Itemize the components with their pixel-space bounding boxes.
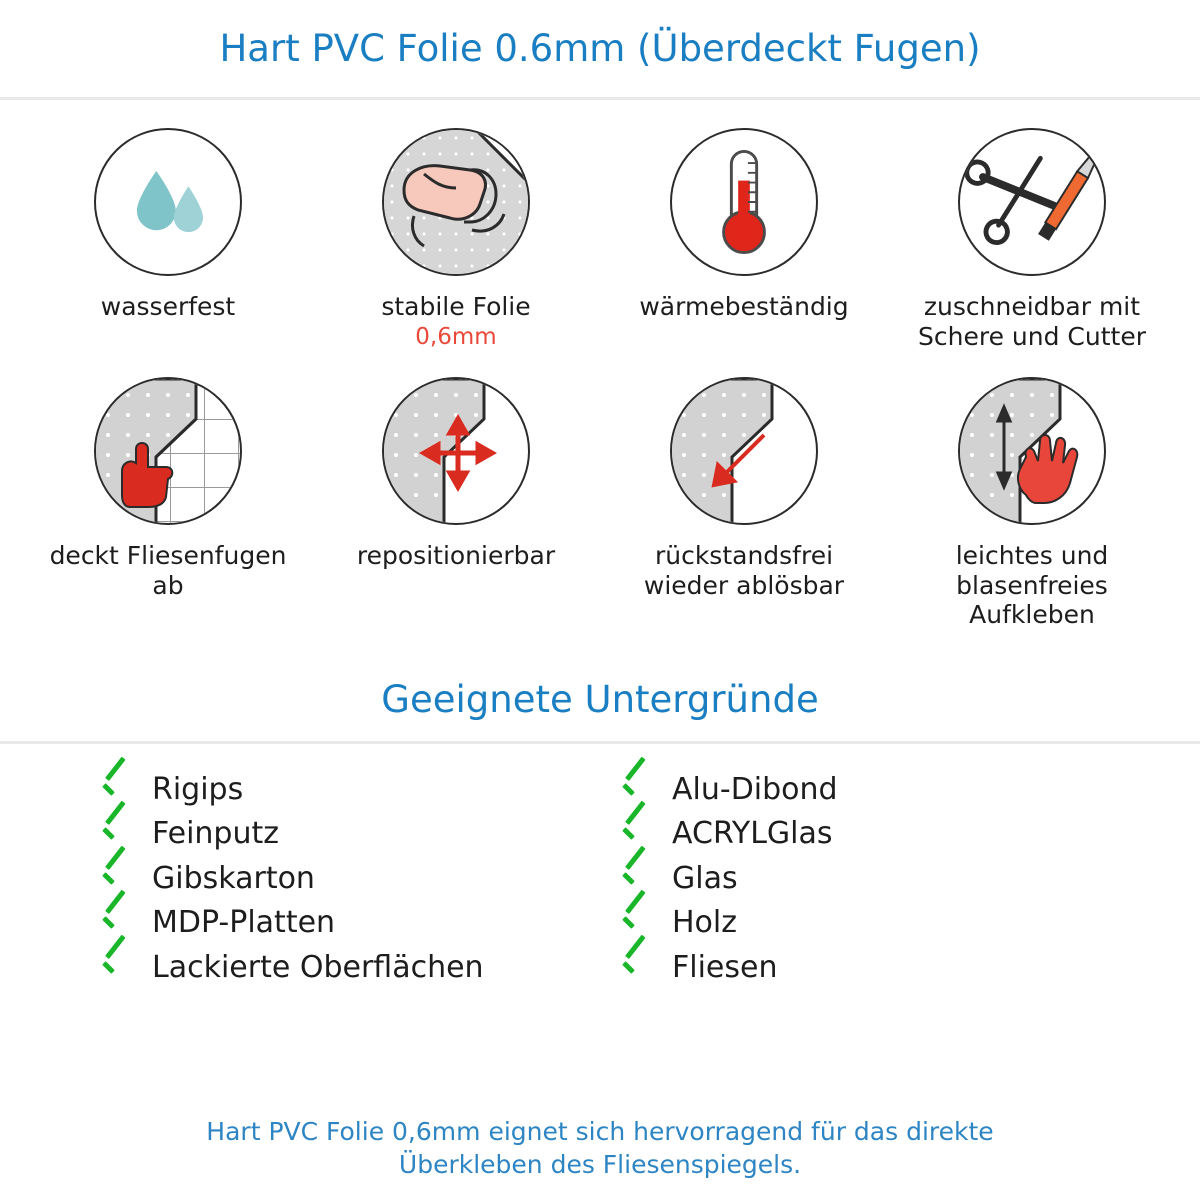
feature-label: repositionierbar	[356, 541, 556, 570]
check-icon	[100, 819, 134, 849]
feature-caption	[609, 541, 879, 600]
list-item	[100, 903, 610, 944]
substrate-label: Holz	[672, 905, 737, 940]
scissors-cutter-icon	[958, 128, 1106, 276]
hand-smoothing-icon	[958, 377, 1106, 525]
feature-label: rückstandsfrei wieder ablösbar	[643, 541, 845, 600]
feature-label: wärmebeständig	[639, 292, 849, 321]
list-item	[620, 859, 1130, 900]
water-drops-svg	[96, 128, 240, 276]
substrates-list	[0, 744, 1200, 989]
feature-rueckstandsfrei	[600, 377, 888, 630]
list-item	[100, 770, 610, 811]
feature-caption	[357, 541, 555, 571]
check-icon	[100, 864, 134, 894]
feature-label: wasserfest	[100, 292, 236, 321]
film-corner-svg	[384, 130, 530, 276]
film-overlay-svg	[384, 379, 530, 525]
substrates-header	[0, 658, 1200, 744]
substrate-label: Fliesen	[672, 949, 778, 985]
substrates-title: Geeignete Untergründe	[381, 677, 819, 721]
thermometer-icon	[670, 128, 818, 276]
reposition-arrows-icon	[382, 377, 530, 525]
footer-note	[0, 1115, 1200, 1183]
peel-off-arrow-icon	[670, 377, 818, 525]
list-item	[620, 948, 1130, 989]
check-icon	[620, 908, 654, 938]
feature-label: zuschneidbar mit Schere und Cutter	[918, 292, 1146, 351]
feature-caption	[897, 541, 1167, 630]
feature-fliesenfugen	[24, 377, 312, 630]
check-icon	[620, 953, 654, 983]
feature-stabile-folie	[312, 128, 600, 351]
feature-repositionierbar	[312, 377, 600, 630]
film-overlay-svg	[960, 379, 1106, 525]
feature-aufkleben	[888, 377, 1176, 630]
list-item	[620, 903, 1130, 944]
thumbs-up-tile-grout-icon	[94, 377, 242, 525]
substrate-label: Lackierte Oberflächen	[152, 949, 484, 985]
substrate-label: MDP-Platten	[152, 905, 336, 940]
feature-caption	[33, 541, 303, 600]
feature-caption	[897, 292, 1167, 351]
film-overlay-svg	[672, 379, 818, 525]
page-title: Hart PVC Folie 0.6mm (Überdeckt Fugen)	[219, 27, 981, 70]
list-item	[620, 814, 1130, 855]
check-icon	[620, 864, 654, 894]
check-icon	[100, 908, 134, 938]
film-overlay-svg	[96, 379, 242, 525]
list-item	[100, 814, 610, 855]
check-icon	[620, 819, 654, 849]
check-icon	[100, 775, 134, 805]
features-grid	[0, 100, 1200, 630]
check-icon	[620, 775, 654, 805]
feature-sublabel: 0,6mm	[415, 323, 497, 350]
substrate-label: Rigips	[152, 771, 244, 807]
feature-label: leichtes und blasenfreies Aufkleben	[955, 541, 1109, 629]
footer-line-1: Hart PVC Folie 0,6mm eignet sich hervorragend für das direkte	[206, 1116, 994, 1146]
thermometer-svg	[672, 128, 816, 276]
substrate-label: Gibskarton	[152, 860, 315, 896]
feature-label: deckt Fliesenfugen ab	[49, 541, 287, 600]
substrate-label: Alu-Dibond	[672, 771, 838, 807]
substrate-label: ACRYLGlas	[672, 816, 833, 851]
substrate-label: Glas	[672, 860, 738, 896]
feature-wasserfest	[24, 128, 312, 351]
scissors-cutter-svg	[960, 128, 1104, 276]
page-header	[0, 0, 1200, 100]
strong-arm-film-icon	[382, 128, 530, 276]
feature-caption	[639, 292, 848, 322]
feature-caption	[101, 292, 236, 322]
list-item	[620, 770, 1130, 811]
substrate-label: Feinputz	[152, 816, 279, 851]
check-icon	[100, 953, 134, 983]
list-item	[100, 859, 610, 900]
substrates-column-left	[100, 770, 610, 989]
list-item	[100, 948, 610, 989]
footer-line-2: Überkleben des Fliesenspiegels.	[398, 1150, 802, 1180]
feature-zuschneidbar	[888, 128, 1176, 351]
feature-label: stabile Folie	[381, 292, 531, 321]
water-drops-icon	[94, 128, 242, 276]
feature-waermebestaendig	[600, 128, 888, 351]
substrates-column-right	[620, 770, 1130, 989]
feature-caption	[381, 292, 530, 351]
